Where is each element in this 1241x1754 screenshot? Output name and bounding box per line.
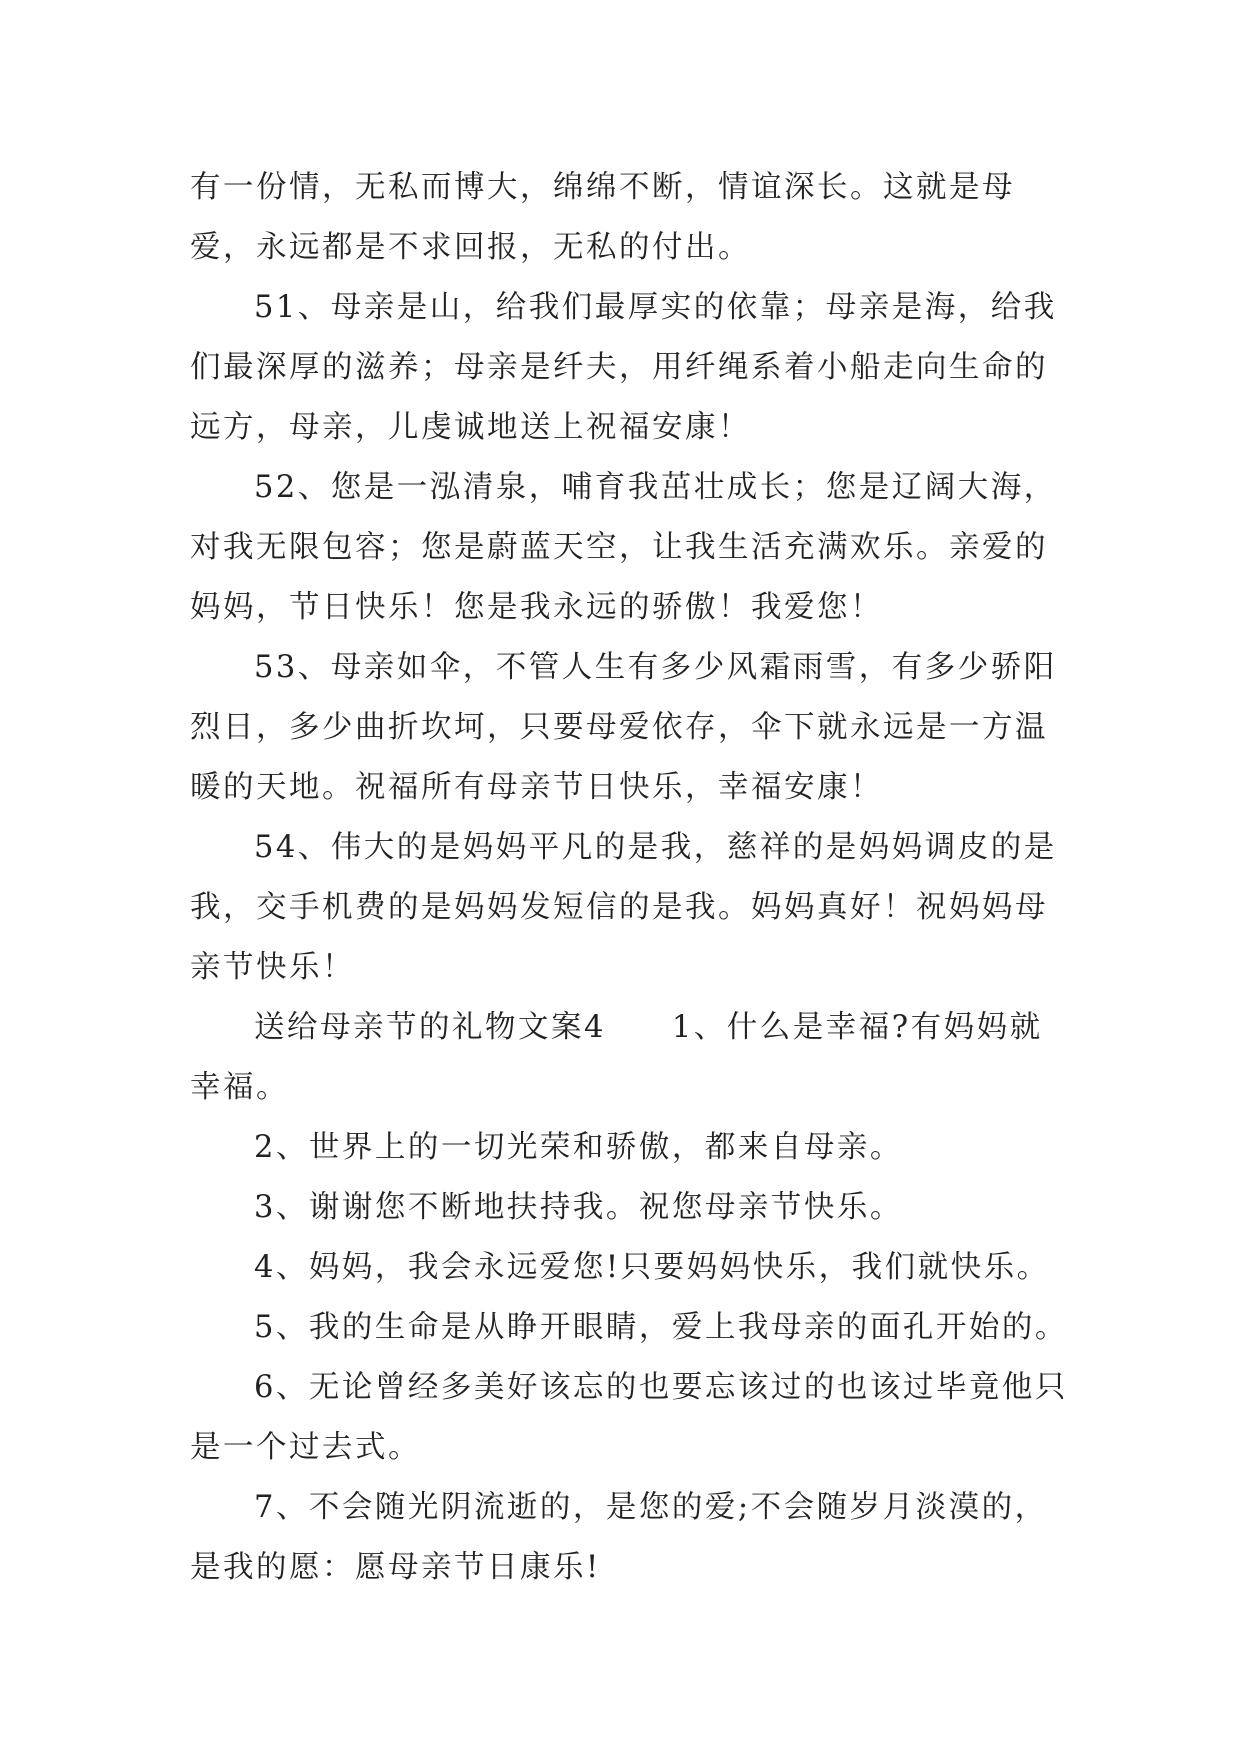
paragraph-intro: 有一份情，无私而博大，绵绵不断，情谊深长。这就是母爱，永远都是不求回报，无私的付出。 [190,170,1015,265]
paragraph-3: 3、谢谢您不断地扶持我。祝您母亲节快乐。 [254,1190,903,1225]
paragraph-53: 53、母亲如伞，不管人生有多少风霜雨雪，有多少骄阳烈日，多少曲折坎坷，只要母爱依存，伞下就永远是一方温暖的天地。祝福所有母亲节日快乐，幸福安康！ [190,650,1057,805]
body-text [190,158,1070,1598]
paragraph-52: 52、您是一泓清泉，哺育我茁壮成长；您是辽阔大海，对我无限包容；您是蔚蓝天空，让我生活充满欢乐。亲爱的妈妈，节日快乐！您是我永远的骄傲！我爱您！ [190,470,1057,625]
paragraph-5: 5、我的生命是从睁开眼睛，爱上我母亲的面孔开始的。 [254,1310,1068,1345]
paragraph-4: 4、妈妈，我会永远爱您!只要妈妈快乐，我们就快乐。 [254,1250,1050,1285]
paragraph-section-4: 送给母亲节的礼物文案4 1、什么是幸福?有妈妈就幸福。 [190,1010,1043,1105]
paragraph-2: 2、世界上的一切光荣和骄傲，都来自母亲。 [254,1130,903,1165]
paragraph-54: 54、伟大的是妈妈平凡的是我，慈祥的是妈妈调皮的是我，交手机费的是妈妈发短信的是我。妈妈真好！祝妈妈母亲节快乐！ [190,830,1057,985]
paragraph-6: 6、无论曾经多美好该忘的也要忘该过的也该过毕竟他只是一个过去式。 [190,1370,1068,1465]
paragraph-51: 51、母亲是山，给我们最厚实的依靠；母亲是海，给我们最深厚的滋养；母亲是纤夫，用纤绳系着小船走向生命的远方，母亲，儿虔诚地送上祝福安康！ [190,290,1057,445]
paragraph-7: 7、不会随光阴流逝的，是您的爱;不会随岁月淡漠的，是我的愿：愿母亲节日康乐! [190,1490,1048,1585]
